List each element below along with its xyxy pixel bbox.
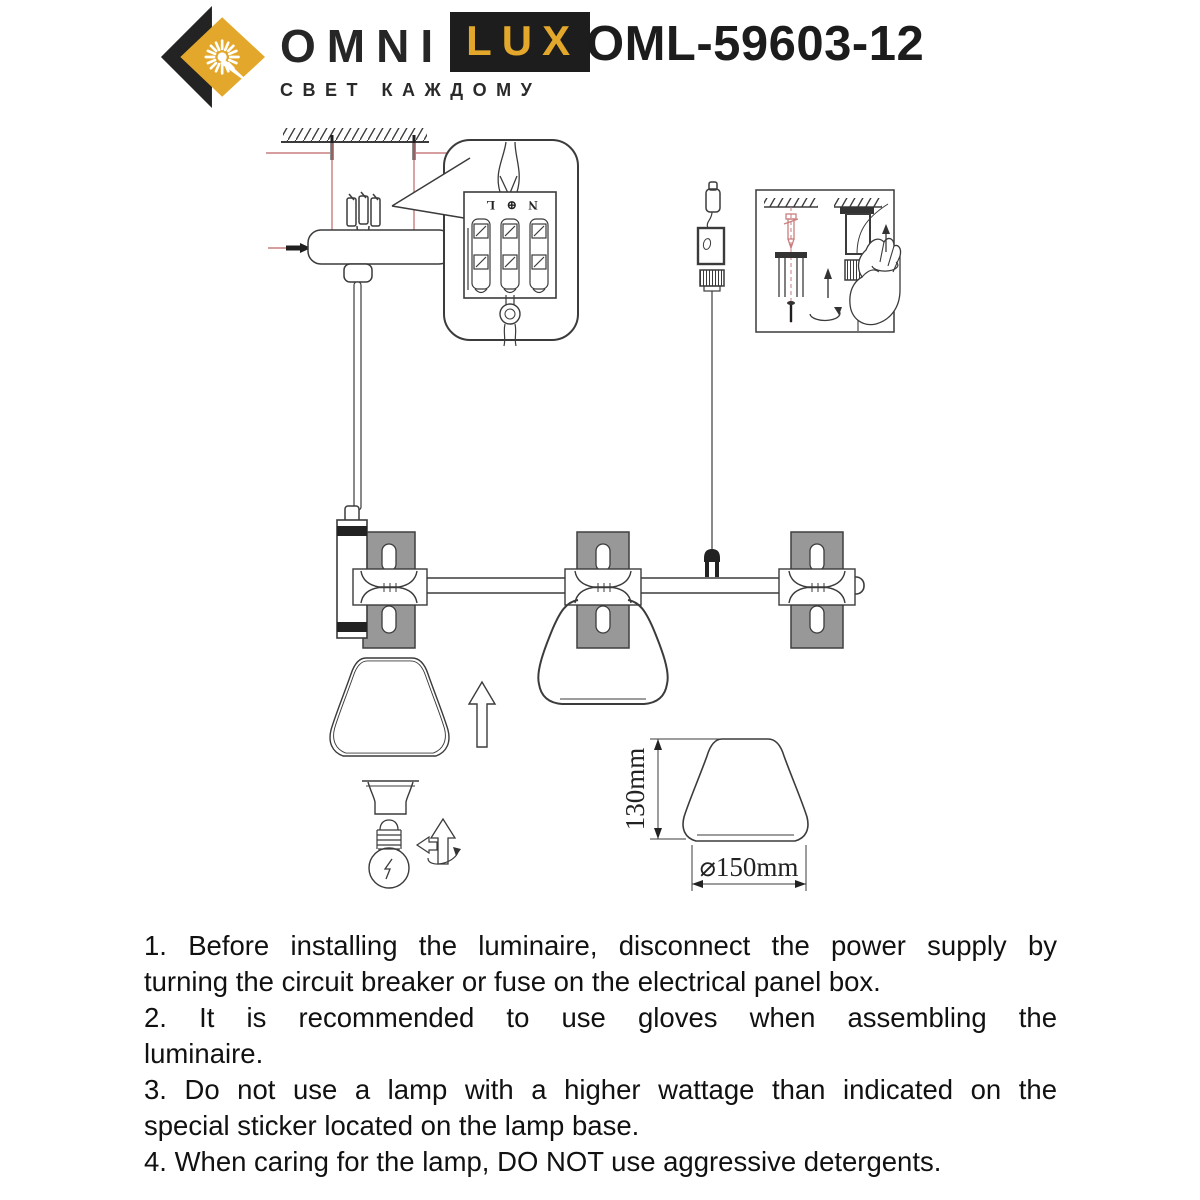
instruction-3-line-2: special sticker located on the lamp base. xyxy=(144,1110,640,1141)
fixture-bar-diagram xyxy=(337,506,864,704)
suspension-adjustment-panel xyxy=(756,190,901,332)
brand-tagline: СВЕТ КАЖДОМУ xyxy=(280,80,542,100)
dimensions-diagram xyxy=(620,739,808,891)
height-dimension-label: 130mm xyxy=(620,747,650,831)
instruction-3-line-1: 3. Do not use a lamp with a higher wattage than indicated on the xyxy=(144,1074,1057,1105)
instructions-text xyxy=(144,928,1057,1180)
shade-assembly-diagram xyxy=(330,658,495,814)
instruction-4-line-1: 4. When caring for the lamp, DO NOT use aggressive detergents. xyxy=(144,1146,942,1177)
brand-name-lux-badge: LUX xyxy=(450,12,590,72)
terminal-labels: N ⊕ L xyxy=(482,198,538,213)
brand-name: OMNI xyxy=(280,20,445,72)
suspension-wire-diagram xyxy=(698,182,724,577)
instruction-2-line-2: luminaire. xyxy=(144,1038,264,1069)
model-number: OML-59603-12 xyxy=(586,17,925,71)
diameter-dimension-label: ⌀150mm xyxy=(699,852,799,882)
instruction-2-line-1: 2. It is recommended to use gloves when assembling the xyxy=(144,1002,1057,1033)
instruction-1-line-1: 1. Before installing the luminaire, disconnect the power supply by xyxy=(144,930,1057,961)
instruction-1-line-2: turning the circuit breaker or fuse on the electrical panel box. xyxy=(144,966,881,997)
bulb-diagram xyxy=(369,819,461,888)
